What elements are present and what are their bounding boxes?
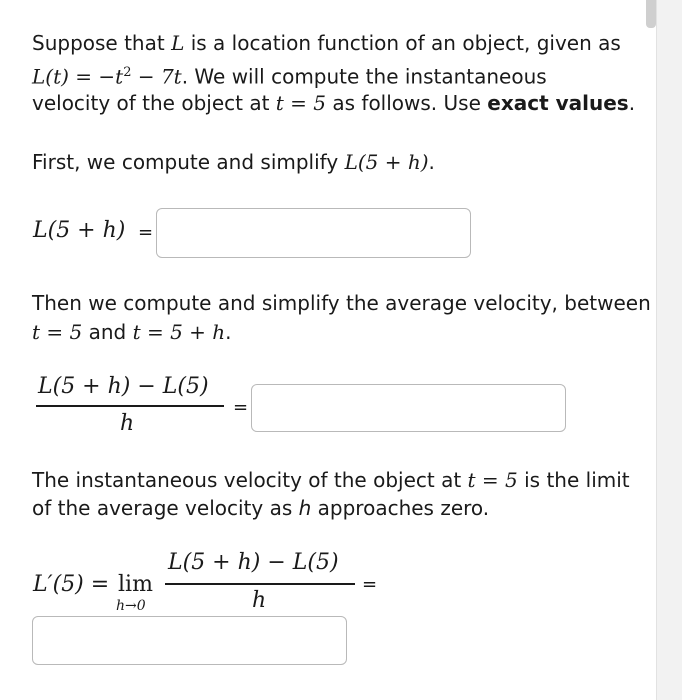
step1-text: First, we compute and simplify L(5 + h). <box>32 150 435 174</box>
intro-line-1: Suppose that L is a location function of an object, given as <box>32 31 621 55</box>
function-definition: L(t) = −t <box>32 64 124 89</box>
step3-fraction-bar <box>165 583 355 585</box>
step2-numerator: L(5 + h) − L(5) <box>38 374 209 399</box>
step2-equals: = <box>233 397 249 418</box>
answer-input-3[interactable] <box>32 616 347 665</box>
limit-operator: lim <box>118 572 153 597</box>
step3-lhs: L′(5) = <box>33 572 110 597</box>
step2-denominator: h <box>120 411 135 436</box>
step1-equals: = <box>138 222 154 243</box>
step2-line-2: t = 5 and t = 5 + h. <box>32 320 232 344</box>
step2-fraction-bar <box>36 405 224 407</box>
step3-denominator: h <box>252 588 267 613</box>
step2-line-1: Then we compute and simplify the average velocity, between <box>32 291 651 315</box>
intro-line-3: velocity of the object at t = 5 as follows. Use exact values. <box>32 91 636 115</box>
scrollbar-track[interactable] <box>656 0 682 700</box>
step3-line-2: of the average velocity as h approaches zero. <box>32 496 490 520</box>
intro-line-2: $L(t) = -t^2 - 7t$. We will compute the instantaneous <box>32 64 547 89</box>
step1-label: L(5 + h) <box>33 218 126 243</box>
limit-subscript: h→0 <box>116 598 146 614</box>
step3-line-1: The instantaneous velocity of the object at t = 5 is the limit <box>32 468 630 492</box>
scrollbar-thumb[interactable] <box>646 0 656 28</box>
answer-input-2[interactable] <box>251 384 566 432</box>
step3-numerator: L(5 + h) − L(5) <box>168 550 339 575</box>
exact-values-emphasis: exact values <box>487 91 629 115</box>
answer-input-1[interactable] <box>156 208 471 258</box>
step3-equals: = <box>362 574 378 595</box>
